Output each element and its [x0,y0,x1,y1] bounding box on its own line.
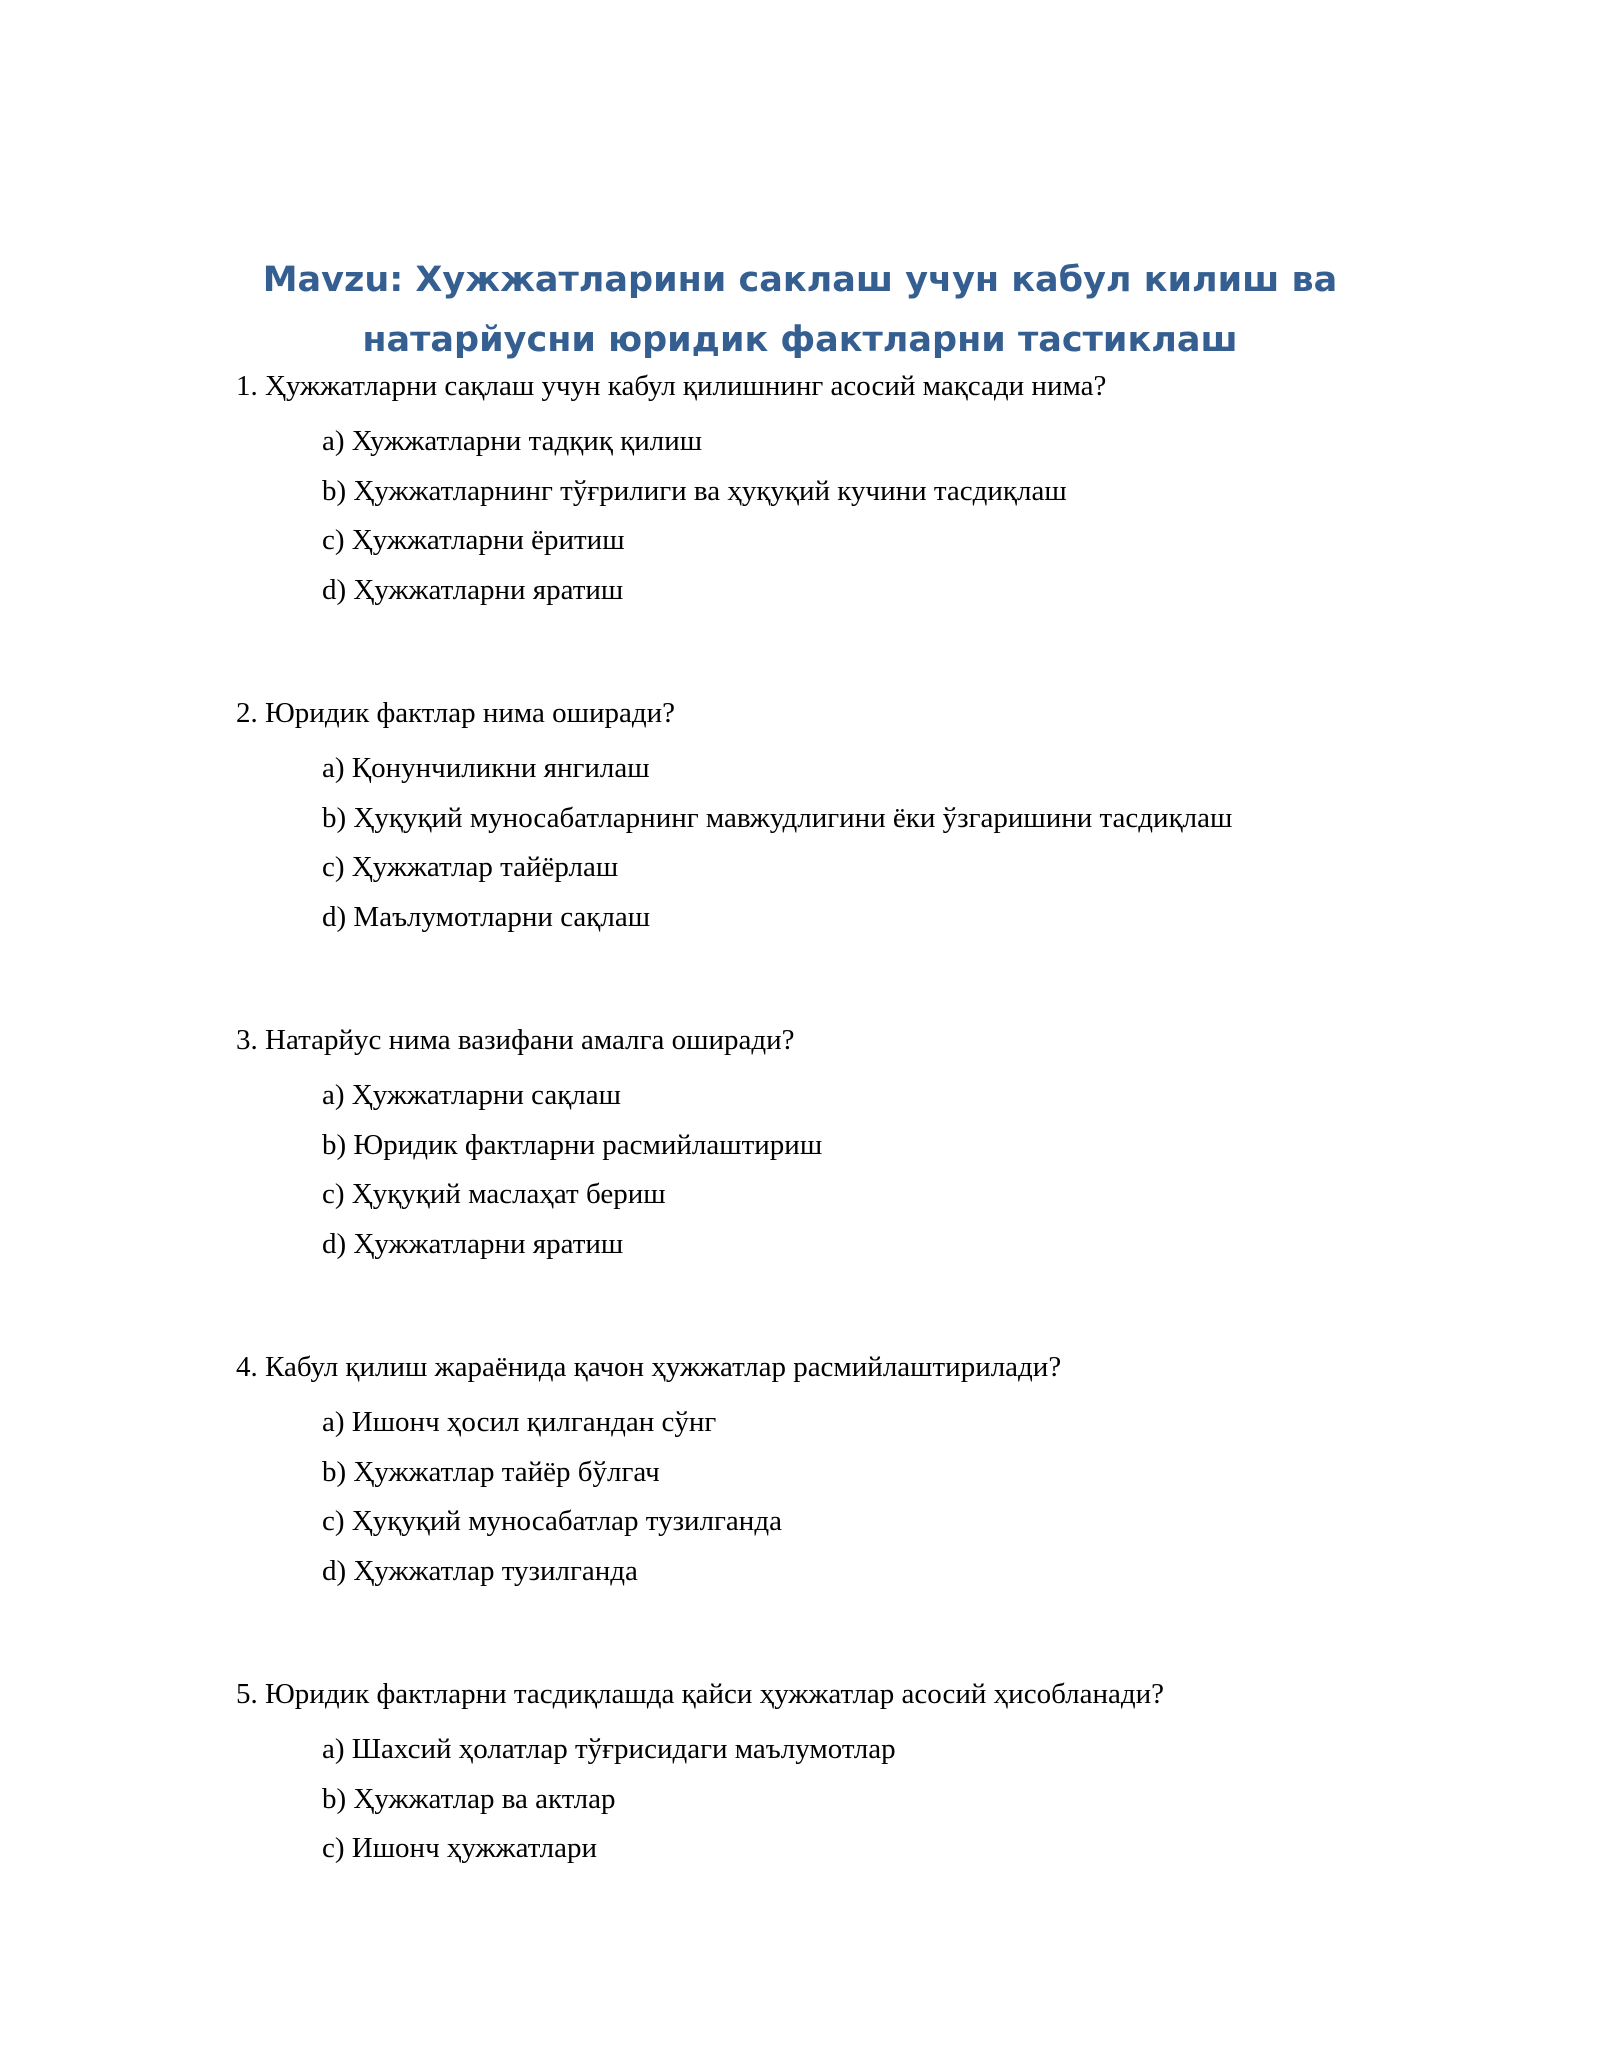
question-4 [236,1347,1436,1600]
answer-options [236,1075,1436,1273]
answer-option-a: a) Ишонч ҳосил қилгандан сўнг [322,1406,717,1438]
answer-option-b: b) Ҳужжатлар тайёр бўлгач [322,1455,660,1488]
question-2 [236,693,1436,946]
question-text: 3. Натарйус нима вазифани амалга оширади? [236,1024,795,1056]
answer-option-a: a) Ҳужжатларни сақлаш [322,1079,621,1111]
answer-option-b: b) Ҳуқуқий муносабатларнинг мавжудлигини ёки ўзгаришини тасдиқлаш [322,801,1233,834]
answer-option-a: a) Шахсий ҳолатлар тўғрисидаги маълумотлар [322,1733,896,1765]
answer-option-c: c) Ҳуқуқий маслаҳат бериш [322,1178,666,1210]
answer-options [236,1729,1436,1878]
question-text: 5. Юридик фактларни тасдиқлашда қайси ҳужжатлар асосий ҳисобланади? [236,1678,1164,1710]
answer-option-c: c) Ҳужжатларни ёритиш [322,524,625,556]
title-line-2: натарйусни юридик фактларни тастиклаш [362,320,1238,360]
title-line-1: Mavzu: Хужжатларини саклаш учун кабул килиш ва [262,260,1338,300]
answer-option-b: b) Ҳужжатларнинг тўғрилиги ва ҳуқуқий кучини тасдиқлаш [322,474,1067,507]
answer-option-d: d) Ҳужжатларни яратиш [322,573,624,606]
question-5 [236,1674,1436,1878]
question-3 [236,1020,1436,1273]
answer-option-a: a) Қонунчиликни янгилаш [322,752,650,784]
answer-option-b: b) Ҳужжатлар ва актлар [322,1782,616,1815]
answer-option-b: b) Юридик фактларни расмийлаштириш [322,1128,823,1161]
answer-options [236,748,1436,946]
answer-option-d: d) Маълумотларни сақлаш [322,900,651,933]
answer-option-d: d) Ҳужжатларни яратиш [322,1227,624,1260]
answer-option-c: c) Ҳужжатлар тайёрлаш [322,851,619,883]
question-list [236,366,1436,1952]
answer-options [236,1402,1436,1600]
question-text: 2. Юридик фактлар нима оширади? [236,697,676,729]
answer-option-c: c) Ҳуқуқий муносабатлар тузилганда [322,1505,782,1537]
document-title [236,250,1364,370]
answer-options [236,421,1436,619]
answer-option-a: a) Хужжатларни тадқиқ қилиш [322,425,703,457]
question-text: 1. Ҳужжатларни сақлаш учун кабул қилишнинг асосий мақсади нима? [236,370,1107,402]
question-1 [236,366,1436,619]
answer-option-d: d) Ҳужжатлар тузилганда [322,1554,638,1587]
question-text: 4. Кабул қилиш жараёнида қачон ҳужжатлар расмийлаштирилади? [236,1351,1062,1383]
answer-option-c: c) Ишонч ҳужжатлари [322,1832,598,1864]
